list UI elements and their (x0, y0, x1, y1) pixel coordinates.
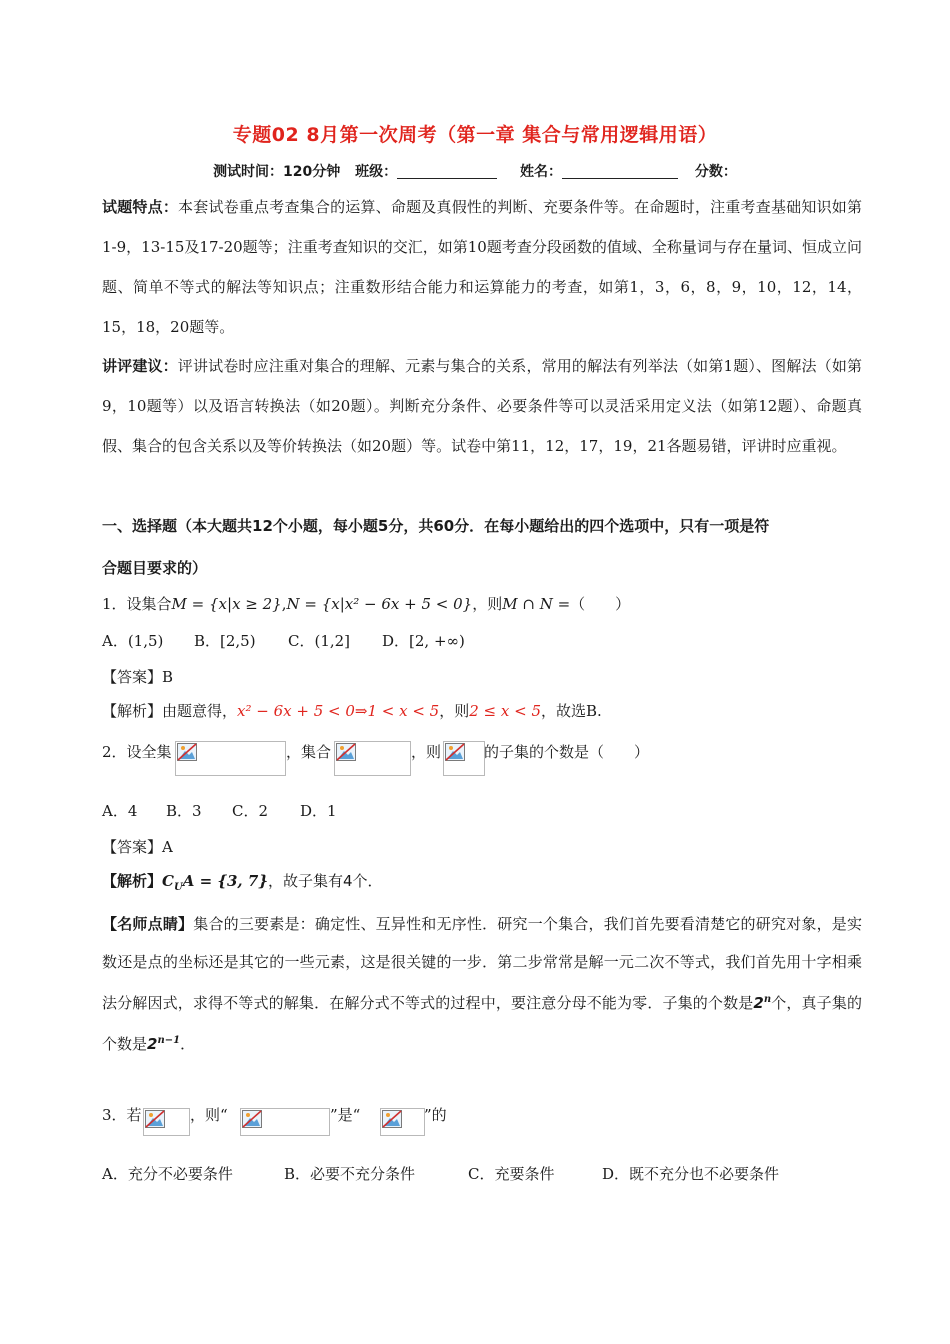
q1-option-a: A．(1,5) (102, 632, 164, 650)
section-heading-cont: 合题目要求的） (102, 559, 208, 577)
name-label: 姓名： (520, 164, 563, 180)
q2-broken-image-1 (175, 741, 286, 776)
q3-mid1: ，则“ (190, 1106, 228, 1124)
question-1 (102, 593, 630, 614)
q1-analysis-red2: 2 ≤ x < 5 (469, 702, 541, 720)
tip-pow2-exp: n−1 (157, 1035, 181, 1046)
q3-prefix: 3．若 (102, 1106, 142, 1124)
q2-analysis-expr: C (162, 872, 174, 890)
q1-then: ，则 (472, 595, 503, 613)
name-blank (562, 164, 678, 179)
q1-analysis-mid: ，则 (439, 702, 470, 720)
broken-image-icon (445, 743, 465, 761)
tip-text: 集合的三要素是：确定性、互异性和无序性．研究一个集合，我们首先要看清楚它的研究对象，是实数还是点的坐标还是其它的一些元素，这是很关键的一步．第二步常常是解一元二次不等式，我们首先用十字相乘法分解因式，求得不等式的解集．在解分式不等式的过程中，要注意分母不能为零．子集的个数是 (102, 915, 862, 1012)
broken-image-icon (382, 1110, 402, 1128)
exam-meta-line (0, 161, 950, 181)
q2-option-a: A．4 (102, 802, 138, 820)
q2-mid1: ，集合 (286, 743, 332, 761)
q2-answer: 【答案】A (102, 838, 173, 856)
q2-option-b: B．3 (166, 802, 202, 820)
q2-option-c: C．2 (232, 802, 269, 820)
broken-image-icon (177, 743, 197, 761)
q1-comma: , (281, 595, 287, 613)
features-paragraph (102, 187, 862, 347)
q3-option-d: D．既不充分也不必要条件 (602, 1165, 780, 1183)
q1-paren: （ ） (570, 595, 631, 613)
broken-image-icon (336, 743, 356, 761)
tip-paragraph (102, 905, 862, 1063)
q1-option-b: B．[2,5) (194, 632, 256, 650)
q1-option-d: D．[2, +∞) (382, 632, 465, 650)
document-title: 专题02 8月第一次周考（第一章 集合与常用逻辑用语） (232, 124, 718, 146)
q1-prefix: 1．设集合 (102, 595, 172, 613)
q1-analysis-end: ，故选B. (541, 702, 602, 720)
q3-broken-image-3 (380, 1108, 425, 1136)
q2-analysis-end: ，故子集有4个． (267, 872, 383, 890)
q2-broken-image-2 (334, 741, 411, 776)
q1-analysis-label: 【解析】由题意得， (102, 702, 238, 720)
q1-set-n: N = {x|x² − 6x + 5 < 0} (286, 595, 473, 613)
q3-option-a: A．充分不必要条件 (102, 1165, 233, 1183)
q1-expr: M ∩ N = (502, 595, 571, 613)
section-heading: 一、选择题（本大题共12个小题，每小题5分，共60分．在每小题给出的四个选项中，只有一项是符 (102, 517, 770, 535)
q3-suffix: ”的 (424, 1106, 447, 1124)
tip-pow2: 2 (147, 1035, 158, 1053)
q1-analysis (102, 700, 602, 721)
tip-pow1-exp: n (763, 994, 772, 1005)
q3-broken-image-2 (240, 1108, 330, 1136)
features-text: 本套试卷重点考查集合的运算、命题及真假性的判断、充要条件等。在命题时，注重考查基础知识如第1-9，13-15及17-20题等；注重考查知识的交汇，如第10题考查分段函数的值域、全称量词与存在量词、恒成立问题、简单不等式的解法等知识点；注重数形结合能力和运算能力的考查，如第1，3，6，8，9，10，12，14，15，18，20题等。 (102, 198, 862, 336)
q2-option-d: D．1 (300, 802, 337, 820)
tip-label: 【名师点睛】 (102, 915, 194, 933)
q1-answer: 【答案】B (102, 668, 174, 686)
broken-image-icon (242, 1110, 262, 1128)
q1-analysis-red1: x² − 6x + 5 < 0⇒1 < x < 5 (237, 702, 440, 720)
q2-mid2: ，则 (411, 743, 442, 761)
q3-mid2: ”是“ (330, 1106, 361, 1124)
q3-option-c: C．充要条件 (468, 1165, 555, 1183)
q2-analysis-expr2: A = {3, 7} (182, 872, 268, 890)
class-label: 班级： (355, 164, 398, 180)
q1-option-c: C．(1,2] (288, 632, 351, 650)
q1-set-m: M = {x|x ≥ 2} (171, 595, 282, 613)
q2-analysis (102, 870, 383, 893)
tip-end: ． (180, 1035, 196, 1053)
q2-broken-image-3 (443, 741, 485, 776)
q2-suffix: 的子集的个数是（ ） (484, 743, 650, 761)
q2-analysis-sub: U (173, 882, 183, 893)
score-label: 分数： (694, 164, 737, 180)
broken-image-icon (145, 1110, 165, 1128)
time-label: 测试时间：120分钟 (213, 164, 341, 180)
features-label: 试题特点： (102, 198, 179, 216)
class-blank (397, 164, 497, 179)
q3-option-b: B．必要不充分条件 (284, 1165, 416, 1183)
q2-analysis-label: 【解析】 (102, 872, 163, 890)
advice-paragraph (102, 346, 862, 466)
advice-label: 讲评建议： (102, 357, 178, 375)
q2-prefix: 2．设全集 (102, 743, 172, 761)
tip-pow1: 2 (753, 994, 764, 1012)
advice-text: 评讲试卷时应注重对集合的理解、元素与集合的关系，常用的解法有列举法（如第1题）、图解法（如第9，10题等）以及语言转换法（如20题）。判断充分条件、必要条件等可以灵活采用定义法（如第12题）、命题真假、集合的包含关系以及等价转换法（如20题）等。试卷中第11，12，17，19，21各题易错，评讲时应重视。 (102, 357, 862, 455)
q3-broken-image-1 (143, 1108, 190, 1136)
tip-mid: 个，真子集的个数是 (102, 994, 862, 1053)
